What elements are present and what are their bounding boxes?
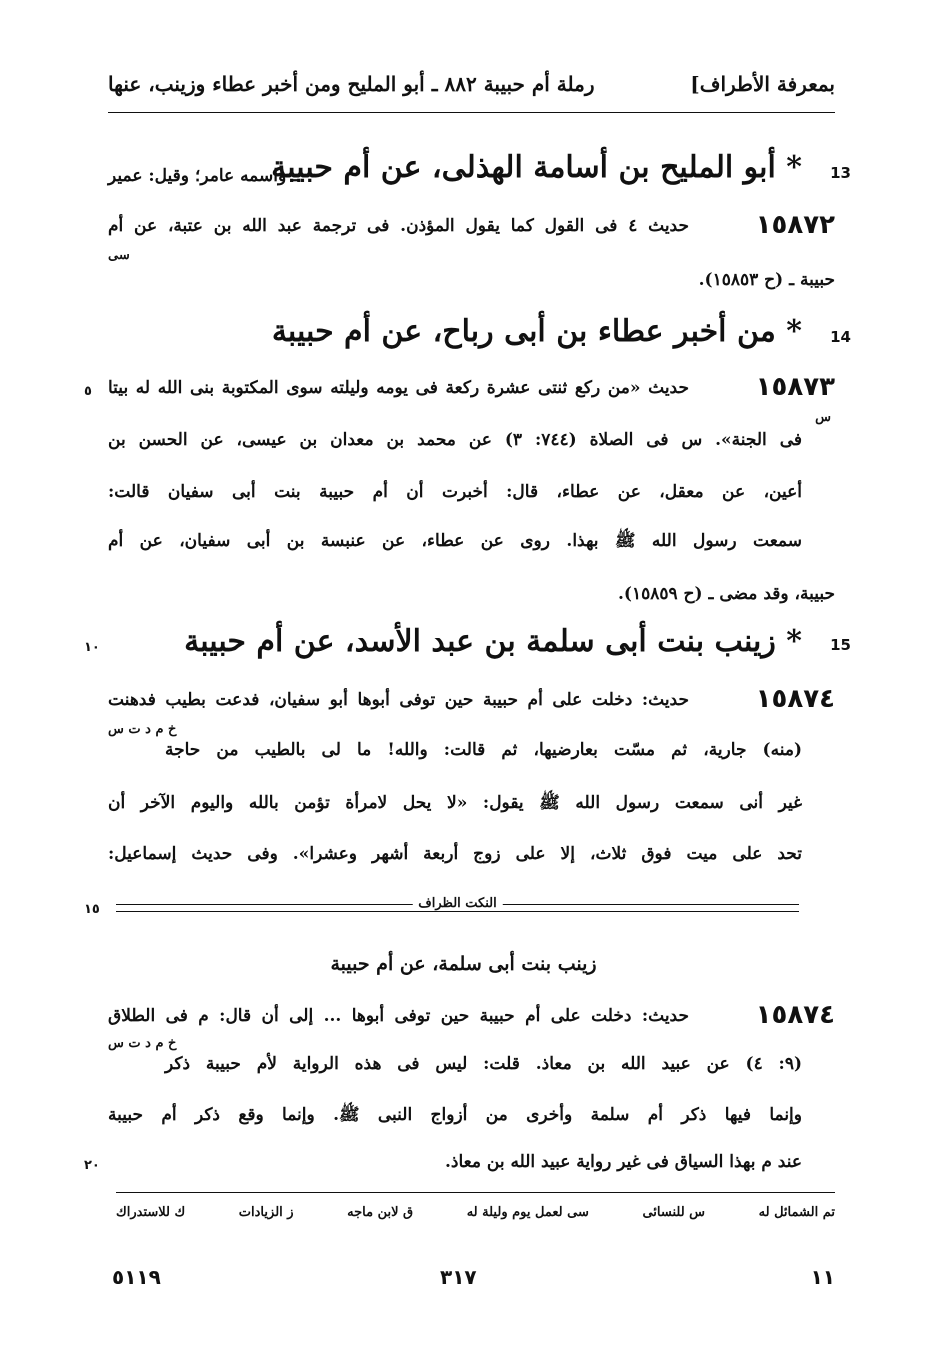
legend-item: سى لعمل يوم وليلة له bbox=[466, 1205, 589, 1220]
nukat-text-line: (٩: ٤) عن عبيد الله بن معاذ. قلت: ليس فى هذه الرواية لأم حبيبة ذكر bbox=[165, 1054, 802, 1074]
sigla-legend bbox=[116, 1205, 835, 1220]
hadith-sigla: خ م د ت س bbox=[108, 722, 177, 737]
entry-heading-note: ـ واسمه عامر؛ وقيل: عمير bbox=[108, 166, 298, 186]
footer-rule bbox=[116, 1192, 835, 1193]
header-rule bbox=[108, 112, 835, 113]
hadith-sigla: س bbox=[815, 410, 831, 425]
entry-heading: * أبو المليح بن أسامة الهذلى، عن أم حبيبة bbox=[271, 150, 802, 185]
hadith-text-line: أعين، عن معقل، عن عطاء، قال: أخبرت أن أم حبيبة بنت أبى سفيان قالت: bbox=[108, 482, 802, 502]
entry-heading: * زينب بنت أبى سلمة بن عبد الأسد، عن أم حبيبة bbox=[184, 624, 802, 659]
nukat-text-line: وإنما فيها ذكر أم سلمة وأخرى من أزواج النبى ﷺ. وإنما وقع ذكر أم حبيبة bbox=[108, 1105, 802, 1125]
entry-number: 13 bbox=[830, 164, 851, 182]
header-subject-title: رملة أم حبيبة ٨٨٢ ـ أبو المليح ومن أخبر عطاء وزينب، عنها bbox=[108, 72, 595, 96]
hadith-number: ١٥٨٧٢ bbox=[755, 210, 835, 240]
running-header bbox=[108, 68, 835, 108]
legend-item: ز الزيادات bbox=[238, 1205, 294, 1220]
header-section-title: بمعرفة الأطراف] bbox=[690, 72, 835, 96]
legend-item: س للنسائى bbox=[642, 1205, 706, 1220]
entry-number: 14 bbox=[830, 328, 851, 346]
hadith-text-line: حديث ٤ فى القول كما يقول المؤذن. فى ترجمة عبد الله بن عتبة، عن أم bbox=[108, 216, 689, 236]
hadith-text-line: حديث: دخلت على أم حبيبة حين توفى أبوها أبو سفيان، فدعت بطيب فدهنت bbox=[108, 690, 689, 710]
hadith-text-line: غير أنى سمعت رسول الله ﷺ يقول: «لا يحل لامرأة تؤمن بالله واليوم الآخر أن bbox=[108, 793, 802, 813]
margin-line-number: ١٠ bbox=[84, 640, 100, 655]
divider-title: النكت الظراف bbox=[412, 896, 502, 911]
volume-number: ١١ bbox=[810, 1265, 835, 1289]
hadith-sigla: خ م د ت س bbox=[108, 1036, 177, 1051]
entry-heading: * من أخبر عطاء بن أبى رباح، عن أم حبيبة bbox=[271, 314, 802, 349]
hadith-text-line: فى الجنة». س فى الصلاة (٧٤٤: ٣) عن محمد بن معدان بن عيسى، عن الحسن بن bbox=[108, 430, 803, 450]
page-number: ٣١٧ bbox=[440, 1265, 477, 1289]
nukat-divider bbox=[116, 896, 799, 916]
hadith-text-line: حديث «من ركع ثنتى عشرة ركعة فى يومه وليلته سوى المكتوبة بنى الله له بيتا bbox=[108, 378, 689, 398]
nukat-text-line: حديث: دخلت على أم حبيبة حين توفى أبوها ... إلى أن قال: م فى الطلاق bbox=[108, 1006, 689, 1026]
nukat-subheading: زينب بنت أبى سلمة، عن أم حبيبة bbox=[330, 953, 597, 975]
hadith-text-line: تحد على ميت فوق ثلاث، إلا على زوج أربعة أشهر وعشرا». وفى حديث إسماعيل: bbox=[108, 844, 802, 864]
hadith-text-line: (منه) جارية، ثم مسّت بعارضيها، ثم قالت: والله! ما لى بالطيب من حاجة bbox=[165, 740, 802, 760]
serial-number: ٥١١٩ bbox=[112, 1265, 161, 1289]
nukat-text-line: عند م بهذا السياق فى غير رواية عبيد الله بن معاذ. bbox=[445, 1152, 802, 1172]
hadith-number: ١٥٨٧٤ bbox=[755, 1000, 835, 1030]
margin-line-number: ١٥ bbox=[84, 902, 100, 917]
hadith-text-line: حبيبة، وقد مضى ـ (ح ١٥٨٥٩). bbox=[618, 584, 835, 604]
hadith-text-line: سمعت رسول الله ﷺ بهذا. روى عن عطاء، عن عنبسة بن أبى سفيان، عن أم bbox=[108, 531, 802, 551]
hadith-number: ١٥٨٧٤ bbox=[755, 684, 835, 714]
hadith-sigla: سى bbox=[108, 248, 130, 263]
margin-line-number: ٥ bbox=[84, 384, 92, 399]
legend-item: ك للاستدراك bbox=[116, 1205, 186, 1220]
margin-line-number: ٢٠ bbox=[84, 1158, 100, 1173]
hadith-text-line: حبيبة ـ (ح ١٥٨٥٣). bbox=[698, 270, 835, 290]
entry-number: 15 bbox=[830, 636, 851, 654]
legend-item: ق لابن ماجه bbox=[347, 1205, 414, 1220]
hadith-number: ١٥٨٧٣ bbox=[755, 372, 835, 402]
legend-item: تم الشمائل له bbox=[758, 1205, 835, 1220]
